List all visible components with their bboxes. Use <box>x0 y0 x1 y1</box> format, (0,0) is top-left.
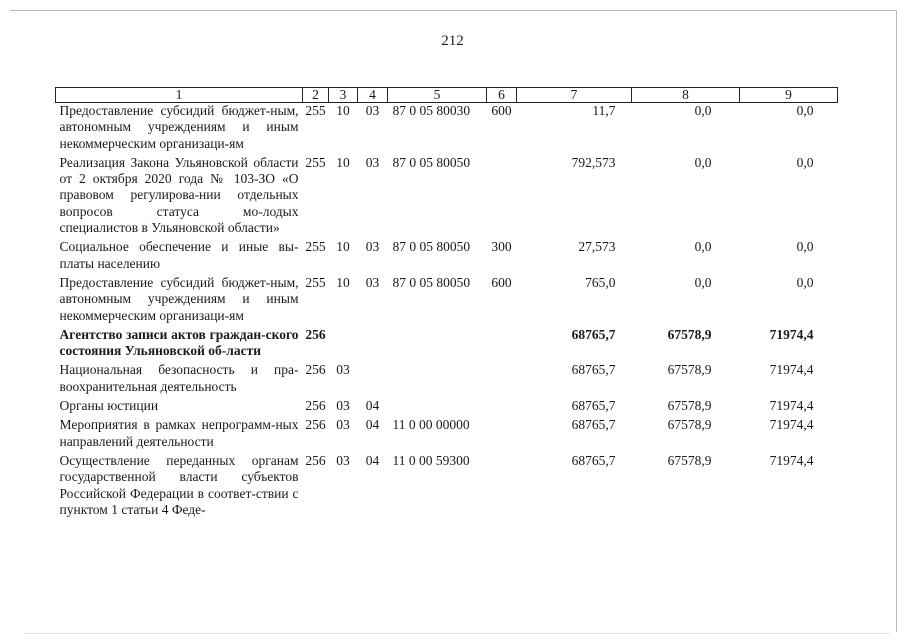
row-target-article <box>388 327 487 363</box>
row-target-article <box>388 362 487 398</box>
row-expense-type <box>487 155 517 239</box>
row-name: Осуществление переданных органам государственной власти субъектов Российской Федерации в соответ-ствии с пунктом 1 статьи 4 Феде- <box>59 452 299 517</box>
row-amount-col7: 68765,7 <box>571 452 616 468</box>
column-header: 4 <box>358 88 388 103</box>
row-amount-col9: 0,0 <box>796 239 814 255</box>
scan-right-border <box>896 10 897 632</box>
row-amount-col8: 67578,9 <box>667 326 712 342</box>
column-header: 9 <box>740 88 838 103</box>
table-row <box>56 362 838 398</box>
row-section-code: 10 <box>336 274 350 290</box>
table-row <box>56 398 838 417</box>
column-header: 2 <box>303 88 329 103</box>
row-name: Органы юстиции <box>59 398 159 414</box>
row-section-code: 03 <box>336 362 350 378</box>
row-target-article <box>388 398 487 417</box>
row-amount-col7: 68765,7 <box>571 326 616 342</box>
column-header: 6 <box>487 88 517 103</box>
row-subsection-code: 04 <box>365 417 380 433</box>
page-number: 212 <box>441 33 464 49</box>
row-amount-col9: 71974,4 <box>769 452 814 468</box>
row-amount-col7: 792,573 <box>571 154 616 170</box>
row-amount-col9: 71974,4 <box>769 398 814 414</box>
row-amount-col8: 0,0 <box>694 239 712 255</box>
row-expense-type: 600 <box>491 103 512 118</box>
row-subsection-code <box>358 362 388 398</box>
row-amount-col7: 68765,7 <box>571 398 616 414</box>
row-section-code: 03 <box>336 417 350 433</box>
row-amount-col7: 68765,7 <box>571 362 616 378</box>
row-name: Предоставление субсидий бюджет-ным, автономным учреждениям и иным некоммерческим организаци-ям <box>59 103 299 151</box>
row-target-article: 11 0 00 00000 <box>392 417 470 433</box>
row-expense-type <box>487 453 517 521</box>
row-subsection-code: 03 <box>365 154 380 170</box>
row-ministry-code: 256 <box>305 398 326 414</box>
row-ministry-code: 256 <box>305 417 326 433</box>
row-section-code <box>329 327 358 363</box>
column-header: 3 <box>329 88 358 103</box>
row-amount-col7: 27,573 <box>578 239 616 255</box>
row-section-code: 10 <box>336 239 350 255</box>
row-amount-col9: 71974,4 <box>769 326 814 342</box>
row-ministry-code: 256 <box>305 326 326 342</box>
table-row <box>56 155 838 239</box>
row-amount-col8: 67578,9 <box>667 452 712 468</box>
row-expense-type <box>487 327 517 363</box>
row-amount-col8: 67578,9 <box>667 417 712 433</box>
column-header: 7 <box>517 88 632 103</box>
row-amount-col7: 765,0 <box>585 274 616 290</box>
row-expense-type: 600 <box>491 274 512 290</box>
row-ministry-code: 255 <box>305 239 326 255</box>
budget-table <box>55 87 838 521</box>
row-subsection-code: 04 <box>365 398 380 414</box>
row-target-article: 87 0 05 80050 <box>392 274 471 290</box>
row-ministry-code: 256 <box>305 452 326 468</box>
row-target-article: 87 0 05 80050 <box>392 154 471 170</box>
row-subsection-code <box>358 327 388 363</box>
row-amount-col9: 0,0 <box>796 154 814 170</box>
row-section-code: 03 <box>336 452 350 468</box>
row-amount-col8: 0,0 <box>694 103 712 118</box>
row-name: Социальное обеспечение и иные вы-платы населению <box>59 239 299 271</box>
row-ministry-code: 255 <box>305 154 326 170</box>
row-ministry-code: 256 <box>305 362 326 378</box>
row-target-article: 87 0 05 80050 <box>392 239 471 255</box>
table-row <box>56 239 838 275</box>
column-header: 1 <box>56 88 303 103</box>
scan-top-border <box>10 10 897 11</box>
row-amount-col8: 0,0 <box>694 154 712 170</box>
row-expense-type <box>487 362 517 398</box>
row-amount-col9: 71974,4 <box>769 362 814 378</box>
row-ministry-code: 255 <box>305 103 326 118</box>
row-expense-type <box>487 417 517 453</box>
table-row <box>56 103 838 155</box>
row-ministry-code: 255 <box>305 274 326 290</box>
row-section-code: 10 <box>336 154 350 170</box>
row-subsection-code: 03 <box>365 274 380 290</box>
row-expense-type <box>487 398 517 417</box>
row-subsection-code: 03 <box>365 103 380 118</box>
row-expense-type: 300 <box>491 239 512 255</box>
row-amount-col7: 68765,7 <box>571 417 616 433</box>
row-amount-col9: 0,0 <box>796 274 814 290</box>
table-row <box>56 453 838 521</box>
row-amount-col8: 0,0 <box>694 274 712 290</box>
table-row-agency <box>56 327 838 363</box>
row-name: Агентство записи актов граждан-ского состояния Ульяновской об-ласти <box>59 326 299 359</box>
row-section-code: 03 <box>336 398 350 414</box>
row-name: Реализация Закона Ульяновской области от 2 октября 2020 года № 103-ЗО «О правовом регулирова-нии отдельных вопросов статуса мо-лодых специалистов в Ульяновской области» <box>59 154 299 236</box>
row-section-code: 10 <box>336 103 350 118</box>
row-subsection-code: 04 <box>365 452 380 468</box>
row-amount-col9: 71974,4 <box>769 417 814 433</box>
row-amount-col7: 11,7 <box>592 103 616 118</box>
row-target-article: 11 0 00 59300 <box>392 452 470 468</box>
column-header: 8 <box>632 88 740 103</box>
scan-bottom-edge <box>25 631 890 634</box>
row-target-article: 87 0 05 80030 <box>392 103 471 118</box>
row-amount-col8: 67578,9 <box>667 398 712 414</box>
row-name: Национальная безопасность и пра-воохранительная деятельность <box>59 362 299 394</box>
row-name: Предоставление субсидий бюджет-ным, автономным учреждениям и иным некоммерческим организаци-ям <box>59 274 299 323</box>
row-amount-col9: 0,0 <box>796 103 814 118</box>
row-amount-col8: 67578,9 <box>667 362 712 378</box>
table-row <box>56 417 838 453</box>
table-row <box>56 275 838 327</box>
row-name: Мероприятия в рамках непрограмм-ных направлений деятельности <box>59 417 299 449</box>
row-subsection-code: 03 <box>365 239 380 255</box>
table-header-row <box>56 88 838 103</box>
column-header: 5 <box>388 88 487 103</box>
